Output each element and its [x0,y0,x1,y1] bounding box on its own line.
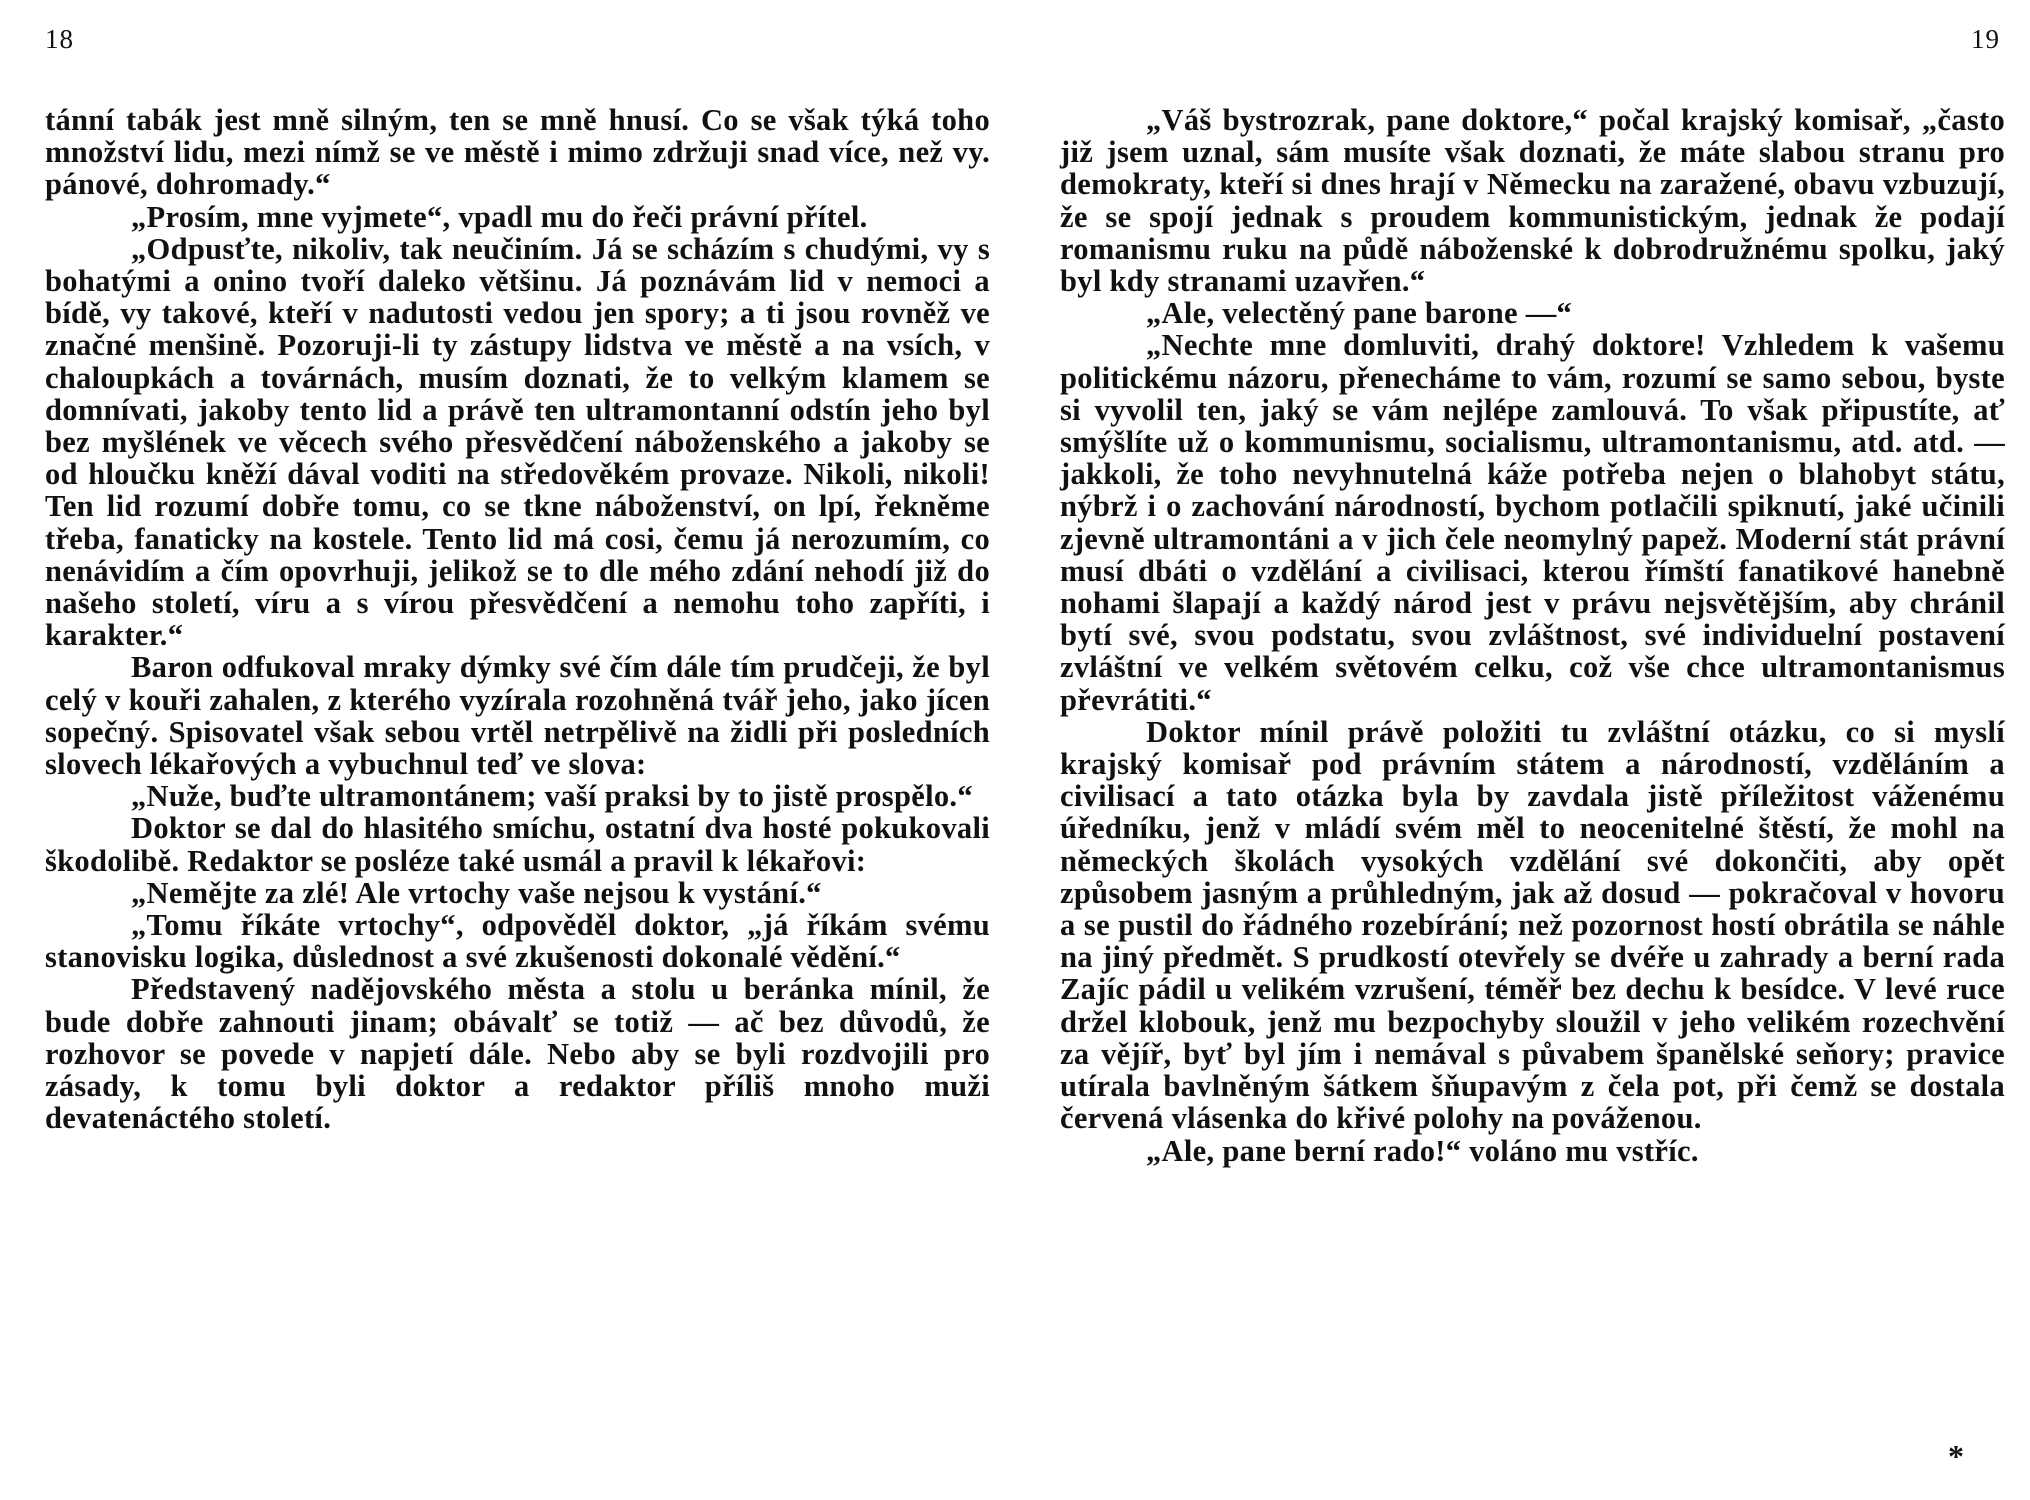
paragraph: „Ale, velectěný pane barone —“ [1146,296,1573,331]
page-text [1060,104,2005,1167]
footnote-mark: * [1948,1438,1964,1474]
paragraph: Doktor se dal do hlasitého smíchu, ostatní dva hosté pokukovali škodolibě. Redaktor se posléze také usmál a pravil k lékařovi: [45,811,990,878]
paragraph: „Váš bystrozrak, pane doktore,“ počal krajský komisař, „často již jsem uznal, sám musíte však doznati, že máte slabou stranu pro demokraty, kteří si dnes hrají v Německu na zaražené, obavu vzbuzují, že se spojí jednak s proudem kommunistickým, jednak že podají romanismu ruku na půdě náboženské k dobrodružnému spolku, jaký byl kdy stranami uzavřen.“ [1060,103,2005,299]
paragraph: „Nechte mne domluviti, drahý doktore! Vzhledem k vašemu politickému názoru, přenecháme to vám, rozumí se samo sebou, byste si vyvolil ten, jaký se vám nejlépe zamlouvá. To však připustíte, ať smýšlíte už o kommunismu, socialismu, ultramontanismu, atd. atd. — jakkoli, že toho nevyhnutelná káže potřeba nejen o blahobyt státu, nýbrž i o zachování národností, bychom potlačili spiknutí, jaké učinili zjevně ultramontáni a v jich čele neomylný papež. Moderní stát právní musí dbáti o vzdělání a civilisaci, kterou římští fanatikové hanebně nohami šlapají a každý národ jest v právu nejsvětějším, aby chránil bytí své, svou podstatu, svou zvláštnost, své individuelní postavení zvláštní ve velkém světovém celku, což vše chce ultramontanismus převrátiti.“ [1060,328,2005,717]
page-number: 18 [45,24,74,54]
page-text [45,104,990,1135]
right-page [1015,0,2030,1500]
paragraph: „Ale, pane berní rado!“ voláno mu vstříc. [1146,1133,1699,1168]
paragraph: „Tomu říkáte vrtochy“, odpověděl doktor, „já říkám svému stanovisku logika, důslednost a své zkušenosti dokonalé vědění.“ [45,908,990,975]
page-number: 19 [1971,24,2000,54]
paragraph: „Odpusťte, nikoliv, tak neučiním. Já se scházím s chudými, vy s bohatými a onino tvoří daleko většinu. Já poznávám lid v nemoci a bídě, vy takové, kteří v nadutosti vedou jen spory; a ti jsou rovněž ve značné menšině. Pozoruji-li ty zástupy lidstva ve městě a na vsích, v chaloupkách a továrnách, musím doznati, že to velkým klamem se domnívati, jakoby tento lid a právě ten ultramontanní odstín jeho byl bez myšlének ve věcech svého přesvědčení náboženského a jakoby se od hloučku kněží dával voditi na středověkém provaze. Nikoli, nikoli! Ten lid rozumí dobře tomu, co se tkne náboženství, on lpí, řekněme třeba, fanaticky na kostele. Tento lid má cosi, čemu já nerozumím, co nenávidím a čím opovrhuji, jelikož se to dle mého zdání nehodí již do našeho století, víru a s vírou přesvědčení a nemohu toho zapříti, i karakter.“ [45,231,990,653]
paragraph: tánní tabák jest mně silným, ten se mně hnusí. Co se však týká toho množství lidu, mezi nímž se ve městě i mimo zdržuji snad více, než vy. pánové, dohromady.“ [45,103,990,202]
paragraph: Doktor mínil právě položiti tu zvláštní otázku, co si myslí krajský komisař pod právním státem a národností, vzděláním a civilisací a tato otázka byla by zavdala jistě příležitost váženému úředníku, jenž v mládí svém měl to neocenitelné štěstí, že mohl na německých školách vysokých vzdělání své dokončiti, aby opět způsobem jasným a průhledným, jak až dosud — pokračoval v hovoru a se pustil do řádného rozebírání; než pozornost hostí obrátila se náhle na jiný předmět. S prudkostí otevřely se dvéře u zahrady a berní rada Zajíc pádil u velikém vzrušení, téměř bez dechu k besídce. V levé ruce držel klobouk, jenž mu bezpochyby sloužil v jeho velikém rozechvění za vějíř, byť byl jím i nemával s půvabem španělské seňory; pravice utírala bavlněným šátkem šňupavým z čela pot, při čemž se dostala červená vlásenka do křivé polohy na pováženou. [1060,714,2005,1136]
paragraph: „Prosím, mne vyjmete“, vpadl mu do řeči právní přítel. [131,199,868,234]
paragraph: Baron odfukoval mraky dýmky své čím dále tím prudčeji, že byl celý v kouři zahalen, z kterého vyzírala rozohněná tvář jeho, jako jícen sopečný. Spisovatel však sebou vrtěl netrpělivě na židli při posledních slovech lékařových a vybuchnul teď ve slova: [45,650,990,782]
paragraph: „Nemějte za zlé! Ale vrtochy vaše nejsou k vystání.“ [131,875,822,910]
paragraph: Představený nadějovského města a stolu u beránka mínil, že bude dobře zahnouti jinam; obávalť se totiž — ač bez důvodů, že rozhovor se povede v napjetí dále. Nebo aby se byli rozdvojili pro zásady, k tomu byli doktor a redaktor příliš mnoho muži devatenáctého století. [45,972,990,1136]
paragraph: „Nuže, buďte ultramontánem; vaší praksi by to jistě prospělo.“ [131,779,973,814]
